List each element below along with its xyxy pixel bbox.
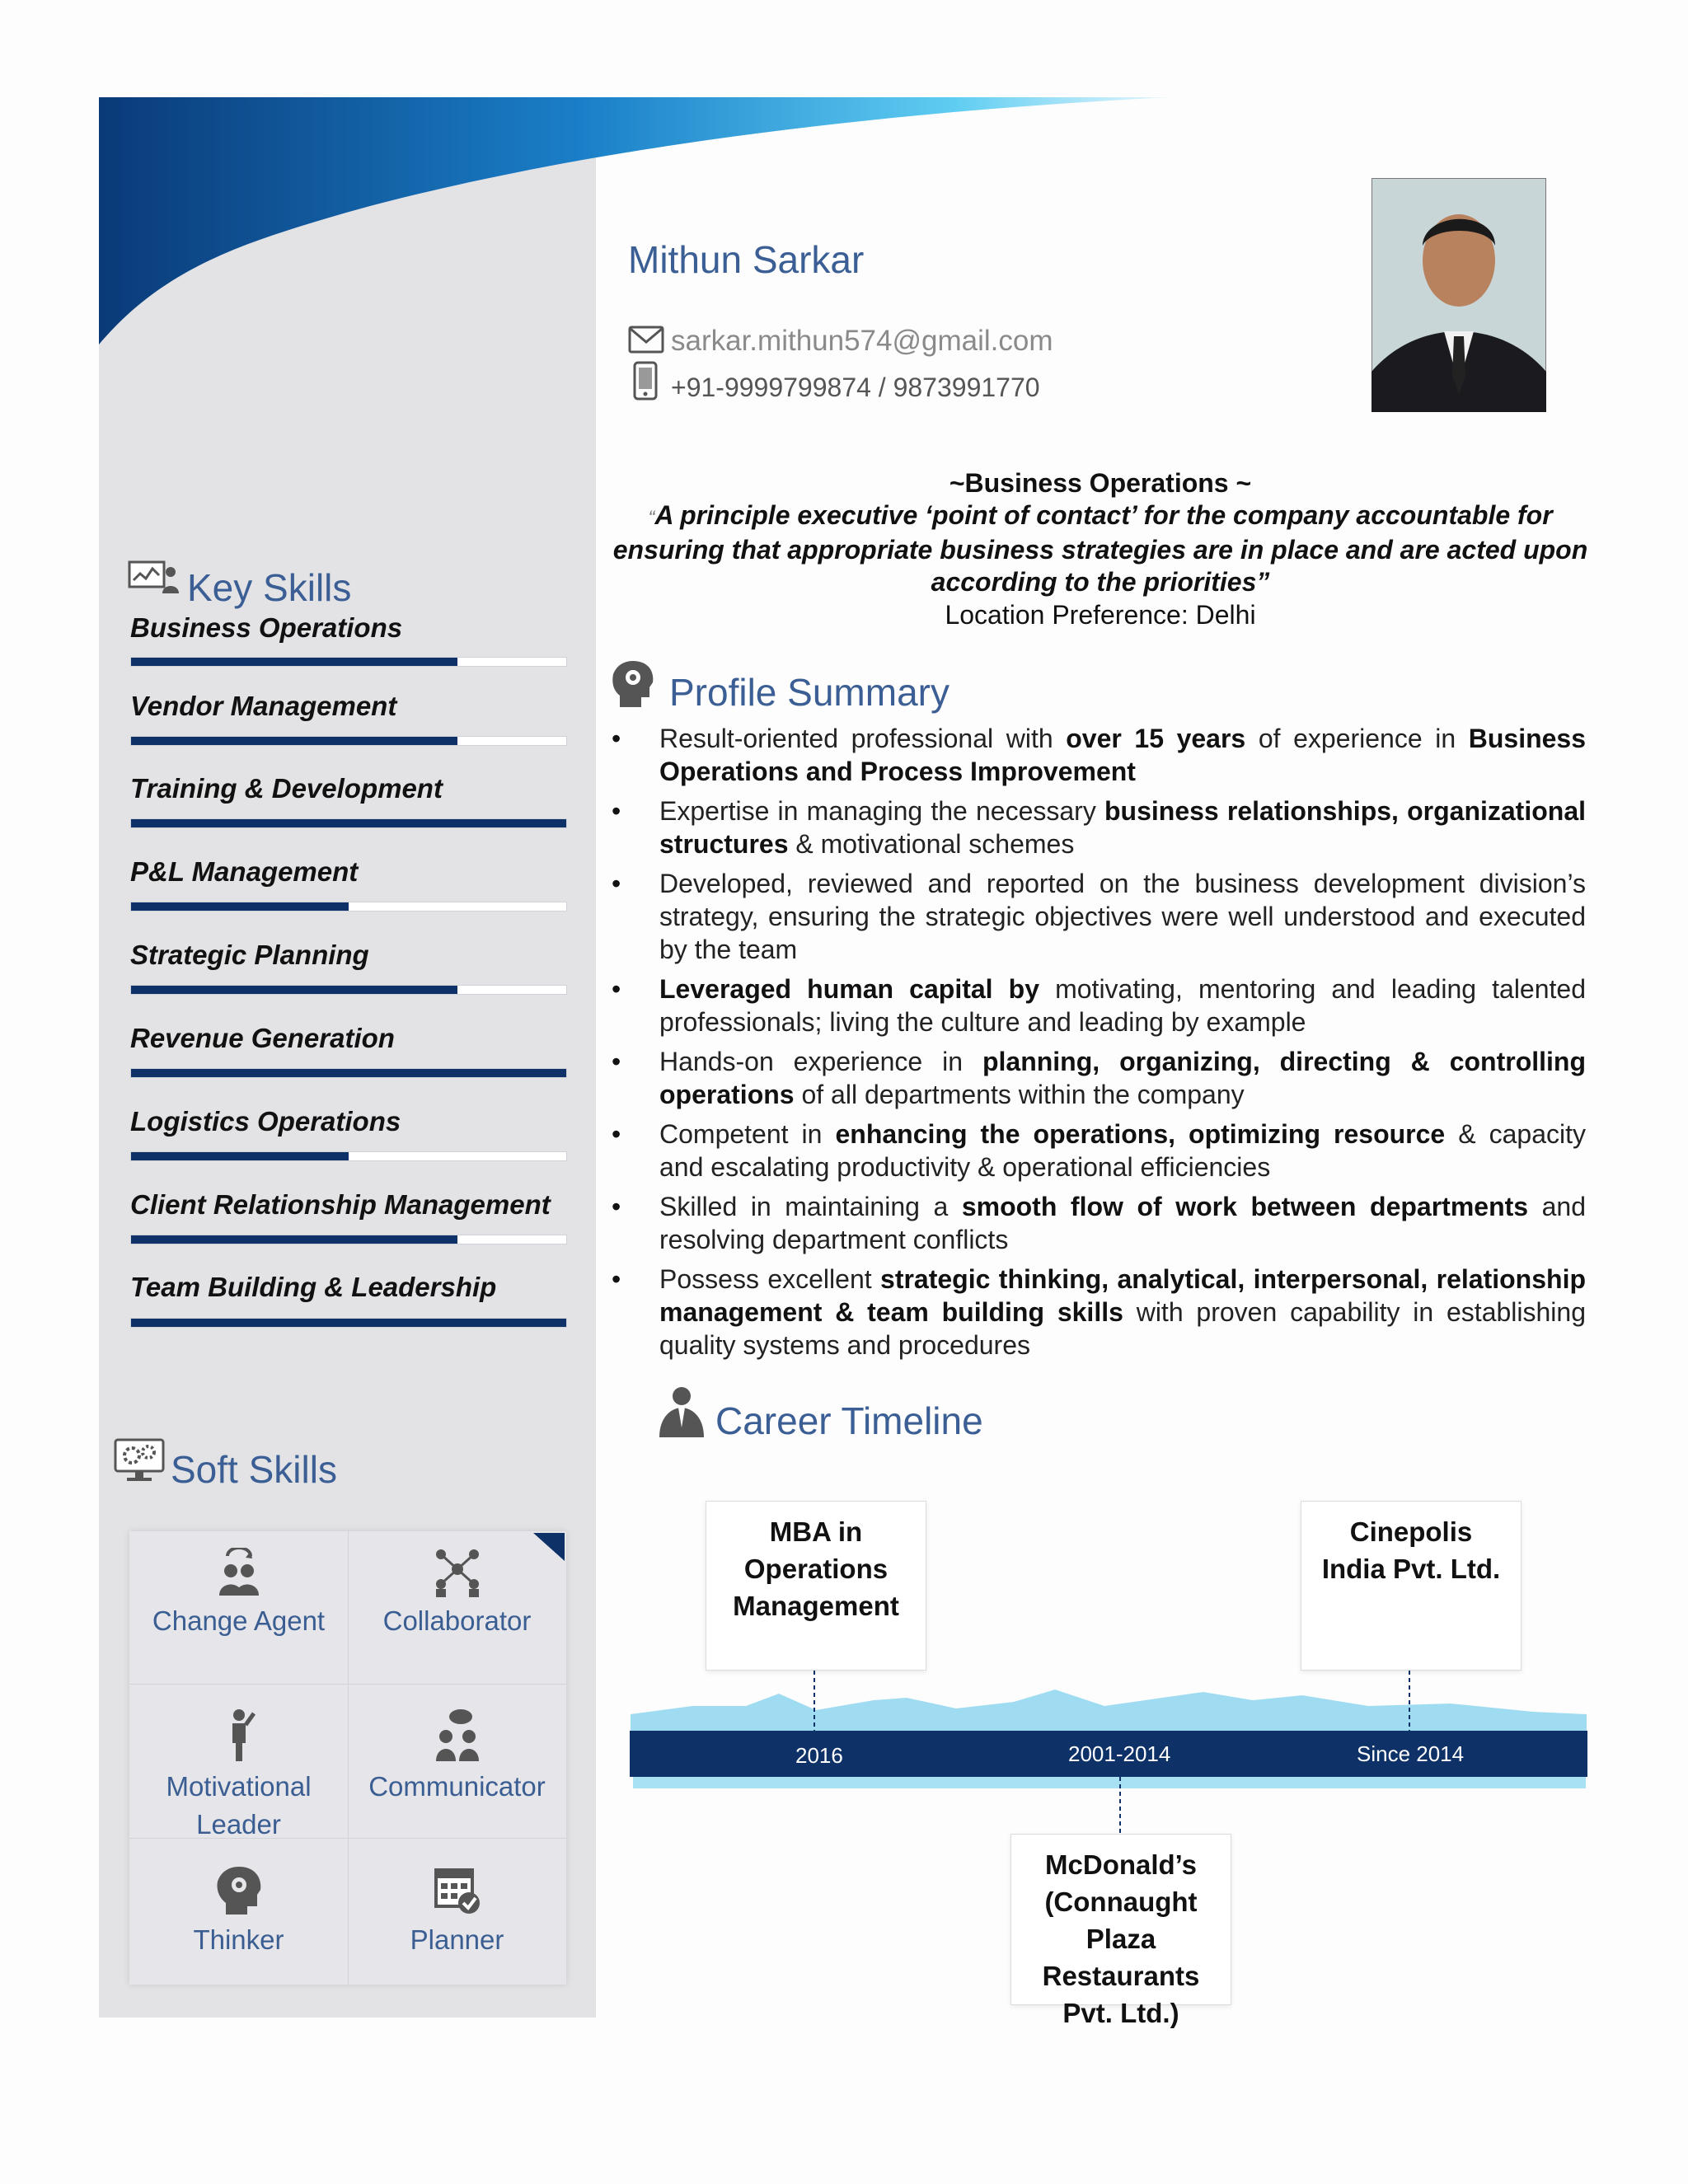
- timeline-event-card: McDonald’s (Connaught Plaza Restaurants Pvt. Ltd.): [1010, 1834, 1231, 2005]
- timeline-year: 2001-2014: [1068, 1741, 1171, 1766]
- header-swoosh: [99, 97, 1170, 361]
- skill-label: P&L Management: [130, 856, 359, 887]
- skill-bar-fill: [131, 819, 566, 827]
- presentation-chart-icon: [128, 560, 179, 595]
- soft-skill-label: Change Agent: [152, 1605, 326, 1636]
- profile-summary-title: Profile Summary: [669, 671, 950, 714]
- timeline-year: Since 2014: [1357, 1741, 1465, 1766]
- skill-label: Training & Development: [130, 773, 443, 804]
- skill-bar: [130, 1318, 567, 1328]
- soft-skills-title: Soft Skills: [171, 1448, 337, 1491]
- soft-skill-label: Planner: [410, 1924, 504, 1955]
- soft-skill-label: Thinker: [193, 1924, 284, 1955]
- soft-skill-communicator: [348, 1692, 566, 1861]
- summary-point: • Competent in enhancing the operations, optimizing resource & capacity and escalating productivity & operational efficiencies: [612, 1118, 1586, 1183]
- change-agent-icon: [214, 1548, 264, 1597]
- leader-icon: [214, 1708, 264, 1763]
- profile-summary-list: [612, 722, 1586, 1368]
- key-skills-title: Key Skills: [187, 566, 352, 609]
- skill-bar-fill: [131, 737, 457, 745]
- objective-quote-text: A principle executive ‘point of contact’ for the company accountable for ensuring that appropriate business strategies are in place and are acted upon according to the priorities”: [612, 500, 1588, 597]
- skill-bar: [130, 736, 567, 746]
- soft-skill-thinker: [129, 1849, 348, 2018]
- skill-bar: [130, 1068, 567, 1078]
- email-text[interactable]: sarkar.mithun574@gmail.com: [671, 325, 1053, 357]
- mobile-phone-icon: [633, 361, 658, 401]
- summary-point: • Hands-on experience in planning, organizing, directing & controlling operations of all departments within the company: [612, 1045, 1586, 1111]
- open-quote-mark: “: [648, 507, 655, 529]
- skill-bar: [130, 1151, 567, 1161]
- skill-bar-fill: [131, 986, 457, 994]
- objective-heading: ~Business Operations ~: [949, 468, 1252, 498]
- soft-skill-motivational-leader: [129, 1692, 348, 1861]
- skill-bar: [130, 985, 567, 995]
- skill-label: Logistics Operations: [130, 1106, 401, 1137]
- career-timeline: [626, 1496, 1591, 2028]
- soft-skill-change-agent: [129, 1531, 348, 1700]
- business-person-icon: [656, 1386, 707, 1439]
- soft-skill-planner: [348, 1849, 566, 2018]
- skill-bar-fill: [131, 902, 349, 911]
- summary-point: • Leveraged human capital by motivating, mentoring and leading talented professionals; living the culture and leading by example: [612, 972, 1586, 1038]
- profile-photo: [1372, 178, 1546, 412]
- summary-point: • Result-oriented professional with over 15 years of experience in Business Operations and Process Improvement: [612, 722, 1586, 788]
- timeline-event-card: Cinepolis India Pvt. Ltd.: [1301, 1501, 1522, 1671]
- soft-skill-collaborator: [348, 1531, 566, 1700]
- soft-skill-label: Collaborator: [382, 1605, 532, 1636]
- communicator-icon: [433, 1708, 482, 1763]
- thinker-icon: [214, 1865, 264, 1916]
- skill-label: Strategic Planning: [130, 940, 369, 970]
- summary-point: • Skilled in maintaining a smooth flow of work between departments and resolving department conflicts: [612, 1190, 1586, 1256]
- skill-label: Vendor Management: [130, 691, 397, 721]
- location-preference: Location Preference: Delhi: [945, 600, 1256, 630]
- timeline-event-card: MBA in Operations Management: [706, 1501, 926, 1671]
- soft-skill-label: Communicator: [368, 1771, 546, 1802]
- soft-skills-grid: [129, 1531, 566, 1985]
- summary-point: • Possess excellent strategic thinking, analytical, interpersonal, relationship management & team building skills with proven capability in establishing quality systems and procedures: [612, 1263, 1586, 1361]
- skill-bar-fill: [131, 1319, 566, 1327]
- collaborator-icon: [433, 1548, 482, 1597]
- skill-label: Team Building & Leadership: [130, 1272, 497, 1302]
- objective-quote: [610, 499, 1591, 598]
- monitor-gears-icon: [114, 1438, 165, 1483]
- skill-bar-fill: [131, 658, 457, 666]
- career-timeline-title: Career Timeline: [715, 1399, 983, 1442]
- summary-point: • Developed, reviewed and reported on the business development division’s strategy, ensuring the strategic objectives were well understood and executed by the team: [612, 867, 1586, 966]
- candidate-name: Mithun Sarkar: [628, 238, 865, 281]
- phone-text: +91-9999799874 / 9873991770: [671, 373, 1040, 402]
- skill-bar: [130, 818, 567, 828]
- skill-bar: [130, 657, 567, 667]
- skill-bar-fill: [131, 1069, 566, 1077]
- timeline-year: 2016: [795, 1743, 843, 1768]
- objective-block: [610, 466, 1591, 631]
- skill-bar-fill: [131, 1235, 457, 1244]
- skill-label: Business Operations: [130, 612, 403, 643]
- head-gear-icon: [610, 659, 656, 710]
- skill-bar: [130, 902, 567, 912]
- skill-label: Revenue Generation: [130, 1023, 395, 1053]
- mail-icon: [628, 326, 664, 354]
- soft-skill-label: Motivational Leader: [166, 1771, 312, 1840]
- summary-point: • Expertise in managing the necessary business relationships, organizational structures & motivational schemes: [612, 794, 1586, 860]
- planner-icon: [433, 1865, 482, 1916]
- skill-label: Client Relationship Management: [130, 1189, 551, 1220]
- skill-bar: [130, 1235, 567, 1244]
- skill-bar-fill: [131, 1152, 349, 1160]
